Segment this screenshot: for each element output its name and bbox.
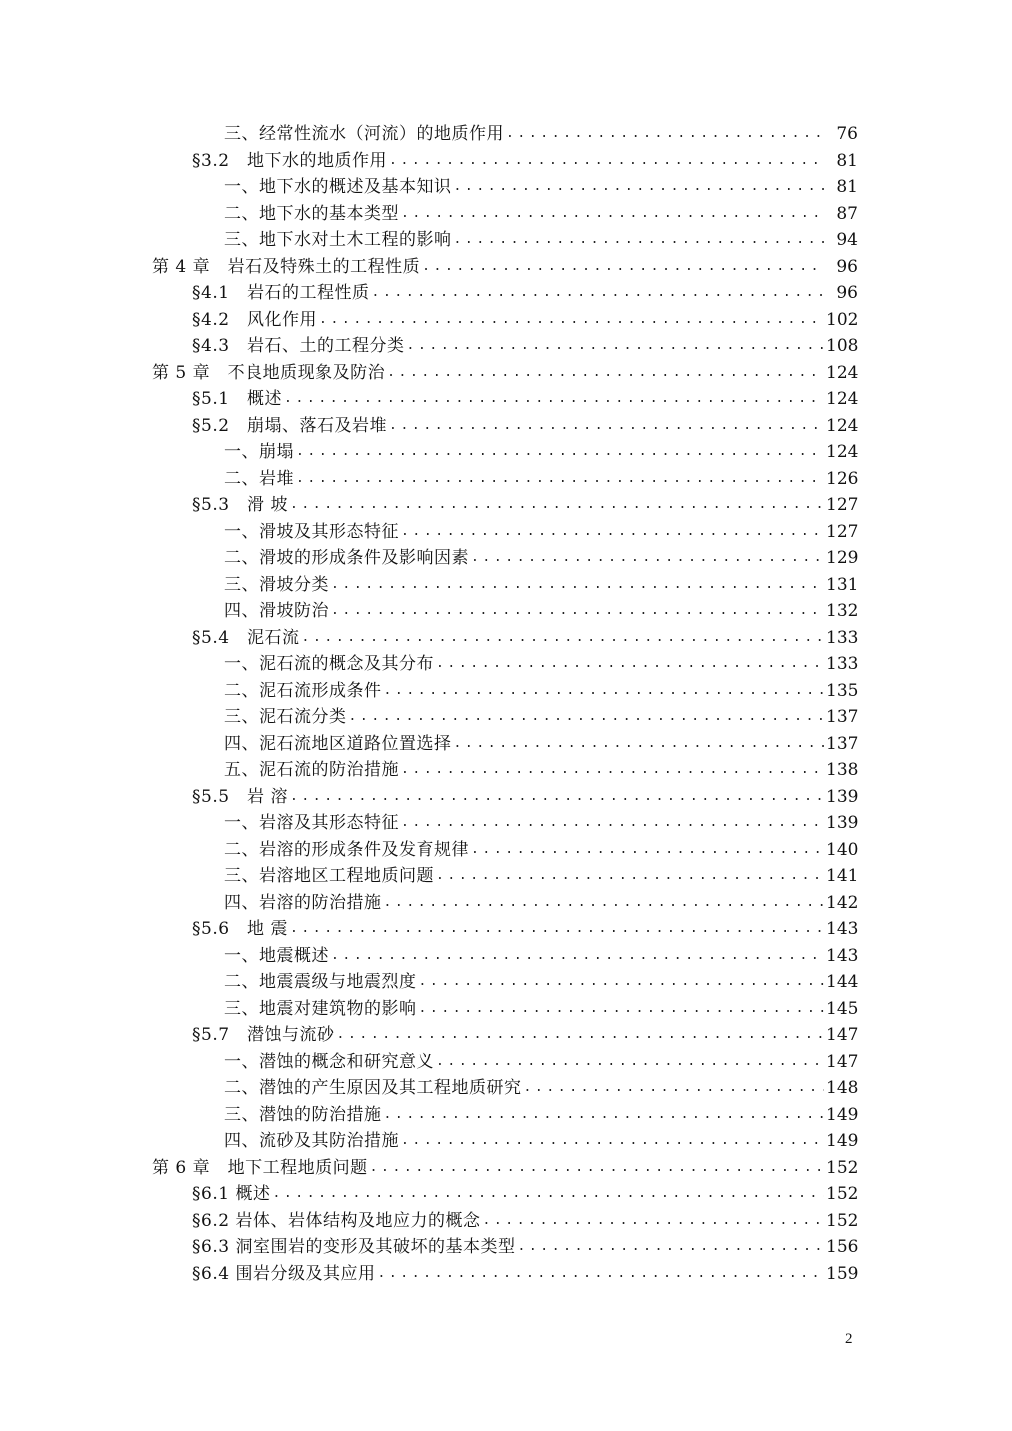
toc-entry-title: 三、经常性流水（河流）的地质作用 <box>224 124 504 144</box>
toc-dot-leader <box>331 943 824 970</box>
toc-dot-leader <box>407 333 824 360</box>
toc-entry-title: 二、岩溶的形成条件及发育规律 <box>224 839 469 860</box>
toc-dot-leader <box>331 598 824 625</box>
toc-entry-page: 132 <box>826 601 859 621</box>
toc-entry[interactable] <box>0 837 1012 864</box>
toc-dot-leader <box>370 1155 824 1182</box>
toc-dot-leader <box>419 969 825 996</box>
toc-dot-leader <box>290 784 824 811</box>
toc-entry[interactable] <box>0 1075 1012 1102</box>
toc-entry-title: 三、地下水对土木工程的影响 <box>224 230 452 250</box>
toc-entry[interactable] <box>0 1102 1012 1129</box>
toc-entry-page: 144 <box>826 972 859 992</box>
toc-entry-page: 135 <box>826 680 859 701</box>
toc-dot-leader <box>372 280 824 307</box>
toc-entry-title: §6.2 岩体、岩体结构及地应力的概念 <box>192 1210 481 1231</box>
toc-entry[interactable] <box>0 625 1012 652</box>
toc-entry[interactable] <box>0 545 1012 572</box>
toc-dot-leader <box>401 201 824 228</box>
toc-dot-leader <box>337 1022 824 1049</box>
page-number: 2 <box>845 1331 853 1347</box>
toc-dot-leader <box>377 1261 824 1288</box>
toc-entry[interactable] <box>0 731 1012 758</box>
toc-entry-title: 三、岩溶地区工程地质问题 <box>224 866 434 886</box>
toc-dot-leader <box>436 1049 824 1076</box>
toc-entry-title: 五、泥石流的防治措施 <box>224 760 399 780</box>
toc-entry[interactable] <box>0 572 1012 599</box>
toc-entry-page: 76 <box>836 124 858 144</box>
toc-dot-leader <box>471 837 824 864</box>
toc-entry[interactable] <box>0 1261 1012 1288</box>
toc-entry-title: 一、地下水的概述及基本知识 <box>224 177 452 197</box>
toc-entry-page: 139 <box>826 786 859 807</box>
toc-entry-page: 137 <box>826 707 859 727</box>
toc-dot-leader <box>454 174 825 201</box>
toc-entry-page: 94 <box>836 230 858 250</box>
toc-entry-title: §5.6 地 震 <box>192 919 288 939</box>
toc-entry-page: 141 <box>826 866 859 886</box>
toc-entry[interactable] <box>0 757 1012 784</box>
toc-dot-leader <box>389 413 824 440</box>
toc-entry-title: 一、岩溶及其形态特征 <box>224 813 399 833</box>
toc-entry-title: 一、崩塌 <box>224 442 294 462</box>
toc-dot-leader <box>401 810 824 837</box>
toc-entry-page: 124 <box>826 389 859 409</box>
toc-dot-leader <box>302 625 824 652</box>
toc-entry[interactable] <box>0 121 1012 148</box>
toc-dot-leader <box>290 492 824 519</box>
toc-entry[interactable] <box>0 1181 1012 1208</box>
toc-entry-title: 三、滑坡分类 <box>224 574 329 595</box>
toc-entry-page: 96 <box>836 256 858 277</box>
toc-dot-leader <box>384 678 825 705</box>
toc-entry[interactable] <box>0 678 1012 705</box>
toc-entry[interactable] <box>0 492 1012 519</box>
toc-entry-title: §4.3 岩石、土的工程分类 <box>192 336 405 356</box>
toc-entry-title: 三、地震对建筑物的影响 <box>224 998 417 1019</box>
toc-dot-leader <box>422 254 824 281</box>
toc-entry-page: 133 <box>826 654 859 674</box>
toc-entry-page: 129 <box>826 548 859 568</box>
toc-entry[interactable] <box>0 413 1012 440</box>
toc-entry[interactable] <box>0 969 1012 996</box>
toc-entry-title: §4.1 岩石的工程性质 <box>192 283 370 303</box>
toc-entry-page: 138 <box>826 760 859 780</box>
toc-entry-title: 一、潜蚀的概念和研究意义 <box>224 1051 434 1072</box>
toc-entry-page: 133 <box>826 627 859 648</box>
toc-entry[interactable] <box>0 598 1012 625</box>
toc-entry[interactable] <box>0 1234 1012 1261</box>
toc-dot-leader <box>524 1075 825 1102</box>
toc-entry-title: §5.2 崩塌、落石及岩堆 <box>192 415 388 436</box>
toc-entry-title: 四、滑坡防治 <box>224 601 329 621</box>
toc-entry-title: 一、泥石流的概念及其分布 <box>224 654 434 674</box>
toc-dot-leader <box>284 386 824 413</box>
toc-entry-page: 143 <box>826 919 859 939</box>
toc-dot-leader <box>401 519 824 546</box>
toc-entry-page: 124 <box>826 362 859 383</box>
toc-dot-leader <box>517 1234 824 1261</box>
toc-entry-title: 第 6 章 地下工程地质问题 <box>152 1157 368 1178</box>
toc-entry[interactable] <box>0 227 1012 254</box>
toc-dot-leader <box>506 121 824 148</box>
toc-entry-title: 二、滑坡的形成条件及影响因素 <box>224 548 469 568</box>
toc-entry-title: §5.7 潜蚀与流砂 <box>192 1025 335 1045</box>
toc-entry-title: 二、地震震级与地震烈度 <box>224 972 417 992</box>
toc-entry[interactable] <box>0 916 1012 943</box>
toc-dot-leader <box>401 1128 824 1155</box>
toc-entry-title: 一、地震概述 <box>224 945 329 966</box>
table-of-contents <box>0 121 1012 1287</box>
toc-entry-title: 二、地下水的基本类型 <box>224 203 399 224</box>
toc-dot-leader <box>349 704 825 731</box>
toc-entry-title: §4.2 风化作用 <box>192 309 318 330</box>
toc-dot-leader <box>384 890 825 917</box>
toc-entry-page: 131 <box>826 574 859 595</box>
toc-entry-title: 四、流砂及其防治措施 <box>224 1131 399 1151</box>
toc-entry-title: 第 5 章 不良地质现象及防治 <box>152 362 386 383</box>
toc-entry-title: 四、泥石流地区道路位置选择 <box>224 733 452 754</box>
toc-entry[interactable] <box>0 1208 1012 1235</box>
toc-entry-page: 108 <box>826 336 859 356</box>
toc-dot-leader <box>482 1208 824 1235</box>
toc-entry[interactable] <box>0 890 1012 917</box>
toc-entry[interactable] <box>0 307 1012 334</box>
toc-entry[interactable] <box>0 1049 1012 1076</box>
toc-entry-title: 一、滑坡及其形态特征 <box>224 521 399 542</box>
toc-entry-title: 二、潜蚀的产生原因及其工程地质研究 <box>224 1078 522 1098</box>
toc-entry-title: 第 4 章 岩石及特殊土的工程性质 <box>152 256 421 277</box>
toc-dot-leader <box>401 757 824 784</box>
toc-entry-page: 127 <box>826 521 859 542</box>
toc-entry-page: 147 <box>826 1051 859 1072</box>
toc-dot-leader <box>471 545 824 572</box>
toc-entry[interactable] <box>0 439 1012 466</box>
toc-dot-leader <box>454 227 825 254</box>
toc-entry-page: 152 <box>826 1210 859 1231</box>
toc-dot-leader <box>389 148 824 175</box>
toc-entry[interactable] <box>0 333 1012 360</box>
toc-entry-title: 四、岩溶的防治措施 <box>224 892 382 913</box>
toc-dot-leader <box>319 307 824 334</box>
toc-entry[interactable] <box>0 1022 1012 1049</box>
toc-entry[interactable] <box>0 201 1012 228</box>
toc-entry-title: 三、潜蚀的防治措施 <box>224 1104 382 1125</box>
toc-entry-page: 126 <box>826 468 859 489</box>
toc-entry-page: 142 <box>826 892 859 913</box>
toc-entry[interactable] <box>0 360 1012 387</box>
toc-entry-title: §5.1 概述 <box>192 389 283 409</box>
toc-entry-page: 96 <box>836 283 858 303</box>
toc-entry[interactable] <box>0 519 1012 546</box>
toc-entry-title: §5.4 泥石流 <box>192 627 300 648</box>
toc-entry-title: 二、岩堆 <box>224 468 294 489</box>
toc-entry-page: 124 <box>826 415 859 436</box>
toc-dot-leader <box>296 439 824 466</box>
toc-entry-page: 81 <box>836 150 858 171</box>
toc-entry[interactable] <box>0 148 1012 175</box>
toc-entry-page: 137 <box>826 733 859 754</box>
toc-entry-page: 156 <box>826 1237 859 1257</box>
toc-entry-page: 147 <box>826 1025 859 1045</box>
toc-dot-leader <box>436 651 824 678</box>
toc-dot-leader <box>272 1181 824 1208</box>
toc-dot-leader <box>387 360 824 387</box>
toc-dot-leader <box>296 466 824 493</box>
toc-entry[interactable] <box>0 943 1012 970</box>
toc-entry-page: 127 <box>826 495 859 515</box>
toc-entry[interactable] <box>0 1155 1012 1182</box>
toc-entry-page: 159 <box>826 1263 859 1284</box>
toc-entry-page: 149 <box>826 1104 859 1125</box>
toc-entry-page: 148 <box>826 1078 859 1098</box>
toc-entry[interactable] <box>0 704 1012 731</box>
toc-entry-page: 87 <box>836 203 858 224</box>
toc-dot-leader <box>419 996 825 1023</box>
toc-entry-page: 124 <box>826 442 859 462</box>
toc-dot-leader <box>290 916 824 943</box>
toc-dot-leader <box>454 731 825 758</box>
toc-entry[interactable] <box>0 996 1012 1023</box>
toc-entry-page: 140 <box>826 839 859 860</box>
toc-entry-title: 二、泥石流形成条件 <box>224 680 382 701</box>
toc-entry[interactable] <box>0 651 1012 678</box>
toc-dot-leader <box>331 572 824 599</box>
toc-entry[interactable] <box>0 174 1012 201</box>
toc-entry[interactable] <box>0 386 1012 413</box>
toc-dot-leader <box>436 863 824 890</box>
toc-entry[interactable] <box>0 784 1012 811</box>
toc-entry-page: 143 <box>826 945 859 966</box>
toc-entry-page: 139 <box>826 813 859 833</box>
toc-entry[interactable] <box>0 810 1012 837</box>
toc-entry-page: 152 <box>826 1157 859 1178</box>
toc-entry-title: §5.3 滑 坡 <box>192 495 288 515</box>
toc-entry-title: §6.4 围岩分级及其应用 <box>192 1263 376 1284</box>
toc-entry[interactable] <box>0 863 1012 890</box>
toc-entry-title: 三、泥石流分类 <box>224 707 347 727</box>
toc-entry-page: 81 <box>836 177 858 197</box>
toc-entry-title: §6.1 概述 <box>192 1184 271 1204</box>
toc-entry-page: 149 <box>826 1131 859 1151</box>
toc-entry[interactable] <box>0 254 1012 281</box>
toc-entry-title: §5.5 岩 溶 <box>192 786 288 807</box>
toc-dot-leader <box>384 1102 825 1129</box>
toc-entry-page: 152 <box>826 1184 859 1204</box>
toc-entry-page: 102 <box>826 309 859 330</box>
toc-entry[interactable] <box>0 280 1012 307</box>
toc-entry-title: §6.3 洞室围岩的变形及其破坏的基本类型 <box>192 1237 516 1257</box>
toc-entry-title: §3.2 地下水的地质作用 <box>192 150 388 171</box>
toc-entry[interactable] <box>0 1128 1012 1155</box>
toc-entry-page: 145 <box>826 998 859 1019</box>
toc-entry[interactable] <box>0 466 1012 493</box>
